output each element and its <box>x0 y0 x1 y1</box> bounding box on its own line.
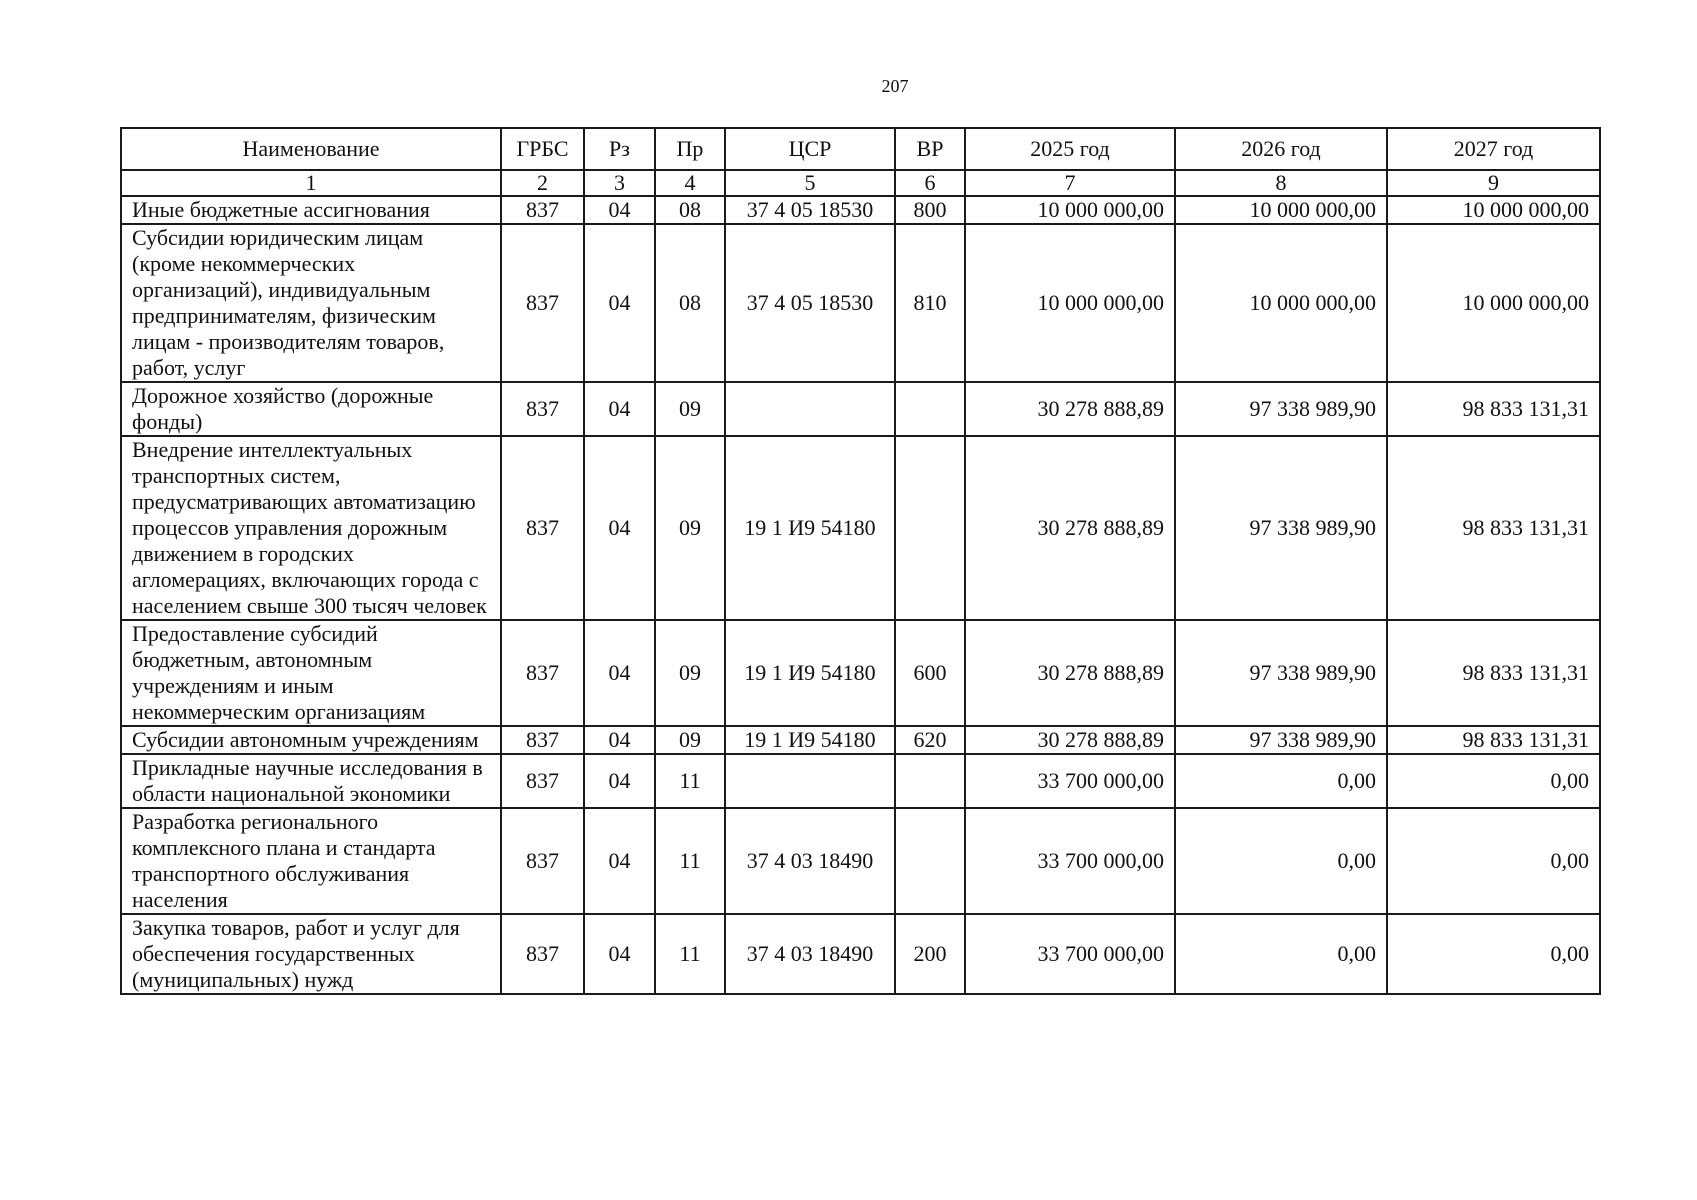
row-2027: 0,00 <box>1387 914 1600 994</box>
row-pr: 11 <box>655 808 725 914</box>
row-grbs: 837 <box>501 382 584 436</box>
row-grbs: 837 <box>501 808 584 914</box>
row-2026: 10 000 000,00 <box>1175 196 1387 224</box>
row-2027: 0,00 <box>1387 808 1600 914</box>
table-row <box>121 436 1600 620</box>
column-number-row <box>121 170 1600 196</box>
row-pr: 09 <box>655 436 725 620</box>
row-name: Субсидии автономным учреждениям <box>121 726 501 754</box>
header-2026: 2026 год <box>1175 128 1387 170</box>
row-name: Разработка регионального комплексного плана и стандарта транспортного обслуживания населения <box>121 808 501 914</box>
row-2027: 10 000 000,00 <box>1387 196 1600 224</box>
row-grbs: 837 <box>501 620 584 726</box>
row-2026: 97 338 989,90 <box>1175 436 1387 620</box>
header-vr: ВР <box>895 128 965 170</box>
row-grbs: 837 <box>501 726 584 754</box>
row-vr: 810 <box>895 224 965 382</box>
row-vr: 620 <box>895 726 965 754</box>
column-number: 1 <box>121 170 501 196</box>
row-name: Иные бюджетные ассигнования <box>121 196 501 224</box>
header-2025: 2025 год <box>965 128 1175 170</box>
header-pr: Пр <box>655 128 725 170</box>
row-vr: 200 <box>895 914 965 994</box>
row-rz: 04 <box>584 620 655 726</box>
column-number: 2 <box>501 170 584 196</box>
header-name: Наименование <box>121 128 501 170</box>
row-csr: 19 1 И9 54180 <box>725 726 895 754</box>
table-row <box>121 726 1600 754</box>
row-2026: 0,00 <box>1175 808 1387 914</box>
row-2025: 33 700 000,00 <box>965 914 1175 994</box>
row-rz: 04 <box>584 196 655 224</box>
header-rz: Рз <box>584 128 655 170</box>
row-grbs: 837 <box>501 754 584 808</box>
row-name: Внедрение интеллектуальных транспортных систем, предусматривающих автоматизацию процессов управления дорожным движением в городских агломерациях, включающих города с населением свыше 300 тысяч человек <box>121 436 501 620</box>
column-number: 6 <box>895 170 965 196</box>
header-2027: 2027 год <box>1387 128 1600 170</box>
row-csr <box>725 382 895 436</box>
row-2027: 98 833 131,31 <box>1387 382 1600 436</box>
row-rz: 04 <box>584 808 655 914</box>
row-name: Прикладные научные исследования в области национальной экономики <box>121 754 501 808</box>
row-pr: 11 <box>655 754 725 808</box>
row-2026: 10 000 000,00 <box>1175 224 1387 382</box>
table-row <box>121 382 1600 436</box>
table-row <box>121 620 1600 726</box>
row-pr: 09 <box>655 726 725 754</box>
row-2027: 0,00 <box>1387 754 1600 808</box>
row-pr: 09 <box>655 620 725 726</box>
row-pr: 11 <box>655 914 725 994</box>
row-csr: 19 1 И9 54180 <box>725 620 895 726</box>
row-vr: 800 <box>895 196 965 224</box>
row-rz: 04 <box>584 914 655 994</box>
row-rz: 04 <box>584 726 655 754</box>
row-pr: 08 <box>655 196 725 224</box>
row-pr: 09 <box>655 382 725 436</box>
row-rz: 04 <box>584 224 655 382</box>
row-grbs: 837 <box>501 196 584 224</box>
row-name: Предоставление субсидий бюджетным, автономным учреждениям и иным некоммерческим организациям <box>121 620 501 726</box>
row-csr: 37 4 03 18490 <box>725 914 895 994</box>
row-2026: 0,00 <box>1175 754 1387 808</box>
row-2026: 97 338 989,90 <box>1175 726 1387 754</box>
row-2025: 10 000 000,00 <box>965 196 1175 224</box>
header-grbs: ГРБС <box>501 128 584 170</box>
row-2025: 30 278 888,89 <box>965 382 1175 436</box>
header-csr: ЦСР <box>725 128 895 170</box>
row-2027: 98 833 131,31 <box>1387 620 1600 726</box>
row-vr <box>895 436 965 620</box>
budget-table <box>120 127 1601 995</box>
table-row <box>121 914 1600 994</box>
row-name: Дорожное хозяйство (дорожные фонды) <box>121 382 501 436</box>
column-number: 4 <box>655 170 725 196</box>
row-2025: 30 278 888,89 <box>965 620 1175 726</box>
column-number: 7 <box>965 170 1175 196</box>
row-2027: 98 833 131,31 <box>1387 726 1600 754</box>
column-number: 3 <box>584 170 655 196</box>
row-grbs: 837 <box>501 914 584 994</box>
row-2026: 97 338 989,90 <box>1175 620 1387 726</box>
page-number: 207 <box>881 76 909 96</box>
row-2026: 0,00 <box>1175 914 1387 994</box>
column-number: 8 <box>1175 170 1387 196</box>
row-csr <box>725 754 895 808</box>
column-number: 9 <box>1387 170 1600 196</box>
row-csr: 19 1 И9 54180 <box>725 436 895 620</box>
row-2025: 10 000 000,00 <box>965 224 1175 382</box>
row-csr: 37 4 05 18530 <box>725 196 895 224</box>
row-2027: 98 833 131,31 <box>1387 436 1600 620</box>
row-2025: 30 278 888,89 <box>965 436 1175 620</box>
row-grbs: 837 <box>501 436 584 620</box>
header-row <box>121 128 1600 170</box>
column-number: 5 <box>725 170 895 196</box>
row-2027: 10 000 000,00 <box>1387 224 1600 382</box>
row-name: Закупка товаров, работ и услуг для обеспечения государственных (муниципальных) нужд <box>121 914 501 994</box>
row-vr: 600 <box>895 620 965 726</box>
row-grbs: 837 <box>501 224 584 382</box>
row-vr <box>895 808 965 914</box>
table-row <box>121 196 1600 224</box>
table-row <box>121 754 1600 808</box>
row-vr <box>895 754 965 808</box>
row-2025: 33 700 000,00 <box>965 754 1175 808</box>
row-2025: 30 278 888,89 <box>965 726 1175 754</box>
row-csr: 37 4 03 18490 <box>725 808 895 914</box>
table-row <box>121 224 1600 382</box>
row-2025: 33 700 000,00 <box>965 808 1175 914</box>
row-pr: 08 <box>655 224 725 382</box>
row-rz: 04 <box>584 436 655 620</box>
row-rz: 04 <box>584 382 655 436</box>
row-rz: 04 <box>584 754 655 808</box>
row-2026: 97 338 989,90 <box>1175 382 1387 436</box>
row-csr: 37 4 05 18530 <box>725 224 895 382</box>
row-name: Субсидии юридическим лицам (кроме некоммерческих организаций), индивидуальным предпринимателям, физическим лицам - производителям товаров, работ, услуг <box>121 224 501 382</box>
table-row <box>121 808 1600 914</box>
row-vr <box>895 382 965 436</box>
